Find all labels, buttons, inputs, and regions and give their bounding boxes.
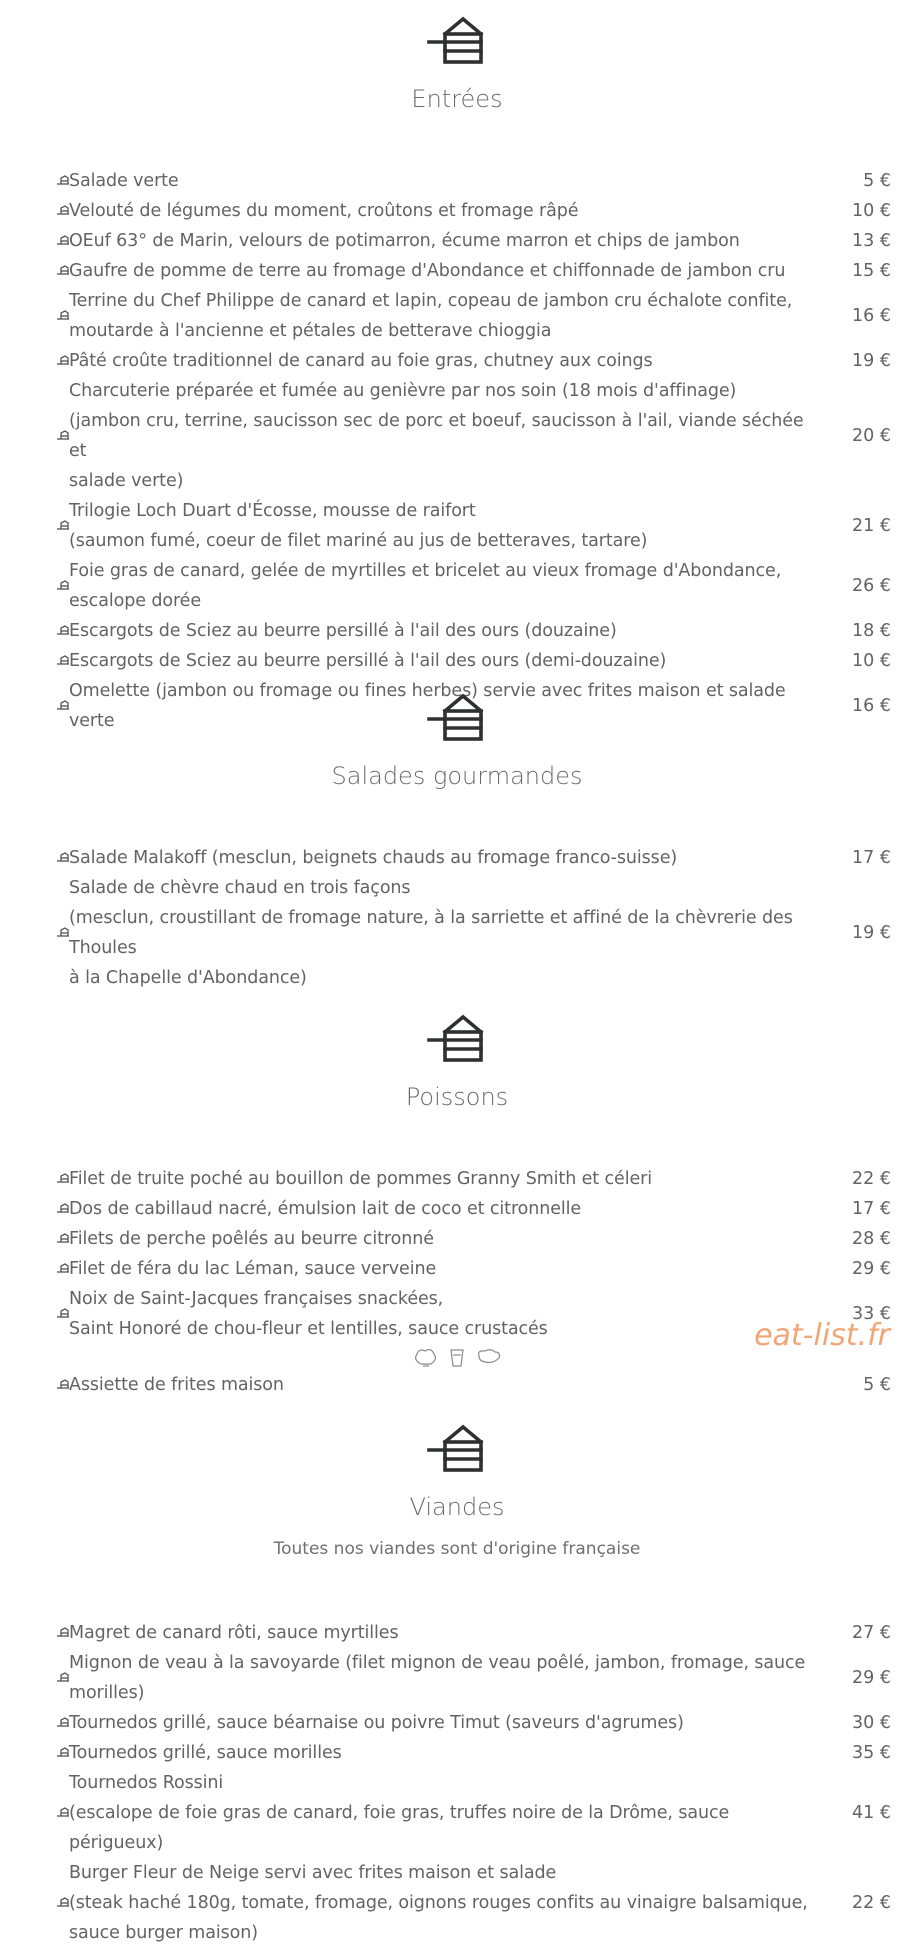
dish-line: (escalope de foie gras de canard, foie gras, truffes noire de la Drôme, sauce périgueux) [69,1803,730,1853]
dish-name [69,346,814,376]
menu-items [0,843,914,993]
dish-price: 35 € [852,1743,891,1763]
menu-section [0,691,914,988]
watermark: eat-list.fr [754,1318,890,1353]
dish-line: Magret de canard rôti, sauce myrtilles [69,1623,399,1643]
fork-bullet-icon [56,1671,70,1685]
dish-line: escalope dorée [69,591,201,611]
house-logo-icon [425,1422,489,1476]
dish-price: 33 € [852,1304,891,1324]
dish-price: 29 € [852,1259,891,1279]
dish-line: Burger Fleur de Neige servi avec frites maison et salade [69,1863,557,1883]
dish-line: Thoules [69,938,137,958]
fork-bullet-icon [56,354,70,368]
fork-bullet-icon [56,1896,70,1910]
fork-bullet-icon [56,1202,70,1216]
dish-name [69,376,814,496]
dish-line: moutarde à l'ancienne et pétales de betterave chioggia [69,321,552,341]
dish-name [69,256,814,286]
menu-section [0,14,914,731]
dish-name [69,1768,814,1858]
fork-bullet-icon [56,264,70,278]
dish-price: 41 € [852,1803,891,1823]
house-logo-icon [425,1012,489,1066]
menu-item [0,873,914,993]
menu-item [0,1858,914,1948]
dish-price: 17 € [852,1199,891,1219]
menu-items [0,1164,914,1400]
dish-line: (mesclun, croustillant de fromage nature, à la sarriette et affiné de la chèvrerie des [69,908,793,928]
fork-bullet-icon [56,654,70,668]
dish-line: à la Chapelle d'Abondance) [69,968,307,988]
dish-line: Dos de cabillaud nacré, émulsion lait de coco et citronnelle [69,1199,582,1219]
fork-bullet-icon [56,926,70,940]
house-logo-icon [425,691,489,745]
dish-line: Noix de Saint-Jacques françaises snackées, [69,1289,444,1309]
dish-name [69,1858,814,1948]
dish-line: Escargots de Sciez au beurre persillé à l'ail des ours (demi-douzaine) [69,651,667,671]
menu-item [0,1708,914,1738]
menu-section [0,1422,914,1943]
section-title: Entrées [411,85,503,113]
dish-line: (jambon cru, terrine, saucisson sec de porc et boeuf, saucisson à l'ail, viande séchée et [69,411,804,461]
dish-price: 18 € [852,621,891,641]
dish-line: Omelette (jambon ou fromage ou fines herbes) servie avec frites maison et salade verte [69,681,786,731]
chef-hat-icons [407,1342,507,1372]
dish-price: 26 € [852,576,891,596]
dish-line: (saumon fumé, coeur de filet mariné au jus de betteraves, tartare) [69,531,648,551]
menu-items [0,1618,914,1948]
dish-name [69,1618,814,1648]
fork-bullet-icon [56,1716,70,1730]
menu-item [0,226,914,256]
menu-item [0,1768,914,1858]
dish-name [69,646,814,676]
dish-name [69,556,814,616]
dish-name [69,616,814,646]
dish-line: salade verte) [69,471,184,491]
dish-line: Saint Honoré de chou-fleur et lentilles, sauce crustacés [69,1319,548,1339]
dish-price: 17 € [852,848,891,868]
fork-bullet-icon [56,429,70,443]
menu-item [0,1224,914,1254]
dish-line: morilles) [69,1683,145,1703]
dish-line: Tournedos grillé, sauce béarnaise ou poivre Timut (saveurs d'agrumes) [69,1713,684,1733]
section-title: Poissons [405,1083,509,1111]
dish-line: Charcuterie préparée et fumée au genièvre par nos soin (18 mois d'affinage) [69,381,737,401]
dish-name [69,1254,814,1284]
section-title: Salades gourmandes [331,762,583,790]
section-title: Viandes [409,1493,505,1521]
dish-line: Tournedos Rossini [69,1773,224,1793]
dish-line: Filet de truite poché au bouillon de pommes Granny Smith et céleri [69,1169,653,1189]
dish-line: Pâté croûte traditionnel de canard au foie gras, chutney aux coings [69,351,653,371]
menu-item [0,1618,914,1648]
menu-item [0,346,914,376]
dish-name [69,1224,814,1254]
dish-name [69,1708,814,1738]
dish-line: (steak haché 180g, tomate, fromage, oignons rouges confits au vinaigre balsamique, [69,1893,808,1913]
menu-item [0,556,914,616]
dish-price: 20 € [852,426,891,446]
menu-items [0,166,914,736]
dish-name [69,1284,814,1344]
menu-item [0,616,914,646]
dish-line: OEuf 63° de Marin, velours de potimarron, écume marron et chips de jambon [69,231,740,251]
fork-bullet-icon [56,309,70,323]
dish-price: 22 € [852,1893,891,1913]
menu-item [0,1370,914,1400]
fork-bullet-icon [56,1232,70,1246]
dish-price: 5 € [863,1375,891,1395]
dish-name [69,1370,814,1400]
dish-name [69,1648,814,1708]
dish-line: Filets de perche poêlés au beurre citronné [69,1229,434,1249]
dish-line: Filet de féra du lac Léman, sauce verveine [69,1259,437,1279]
fork-bullet-icon [56,519,70,533]
section-note: Toutes nos viandes sont d'origine française [273,1539,641,1559]
dish-price: 19 € [852,923,891,943]
dish-line: Mignon de veau à la savoyarde (filet mignon de veau poêlé, jambon, fromage, sauce [69,1653,806,1673]
dish-line: Escargots de Sciez au beurre persillé à l'ail des ours (douzaine) [69,621,617,641]
menu-item [0,843,914,873]
menu-item [0,166,914,196]
dish-name [69,1164,814,1194]
dish-price: 30 € [852,1713,891,1733]
dish-line: Terrine du Chef Philippe de canard et lapin, copeau de jambon cru échalote confite, [69,291,793,311]
menu-item [0,1194,914,1224]
dish-line: sauce burger maison) [69,1923,258,1943]
fork-bullet-icon [56,1262,70,1276]
dish-line: Assiette de frites maison [69,1375,284,1395]
dish-line: Salade verte [69,171,179,191]
menu-item [0,1254,914,1284]
dish-price: 21 € [852,516,891,536]
fork-bullet-icon [56,1172,70,1186]
menu-item [0,496,914,556]
dish-name [69,1194,814,1224]
menu-item [0,286,914,346]
fork-bullet-icon [56,1806,70,1820]
menu-item [0,646,914,676]
dish-name [69,843,814,873]
fork-bullet-icon [56,1307,70,1321]
dish-line: Gaufre de pomme de terre au fromage d'Abondance et chiffonnade de jambon cru [69,261,786,281]
dish-line: Salade Malakoff (mesclun, beignets chauds au fromage franco-suisse) [69,848,678,868]
fork-bullet-icon [56,1378,70,1392]
menu-item [0,1648,914,1708]
dish-line: Trilogie Loch Duart d'Écosse, mousse de raifort [69,501,476,521]
dish-name [69,166,814,196]
fork-bullet-icon [56,851,70,865]
dish-price: 16 € [852,306,891,326]
dish-price: 27 € [852,1623,891,1643]
dish-price: 22 € [852,1169,891,1189]
dish-price: 29 € [852,1668,891,1688]
dish-name [69,286,814,346]
menu-item [0,376,914,496]
fork-bullet-icon [56,1746,70,1760]
dish-price: 15 € [852,261,891,281]
dish-name [69,226,814,256]
dish-price: 5 € [863,171,891,191]
menu-item [0,256,914,286]
fork-bullet-icon [56,234,70,248]
dish-price: 28 € [852,1229,891,1249]
fork-bullet-icon [56,579,70,593]
dish-name [69,1738,814,1768]
dish-name [69,873,814,993]
dish-line: Velouté de légumes du moment, croûtons et fromage râpé [69,201,579,221]
fork-bullet-icon [56,204,70,218]
dish-price: 16 € [852,696,891,716]
fork-bullet-icon [56,174,70,188]
house-logo-icon [425,14,489,68]
dish-price: 10 € [852,651,891,671]
dish-line: Tournedos grillé, sauce morilles [69,1743,342,1763]
fork-bullet-icon [56,624,70,638]
dish-line: Salade de chèvre chaud en trois façons [69,878,411,898]
fork-bullet-icon [56,1626,70,1640]
menu-item [0,1738,914,1768]
dish-price: 13 € [852,231,891,251]
dish-price: 19 € [852,351,891,371]
dish-name [69,496,814,556]
menu-item [0,1164,914,1194]
dish-price: 10 € [852,201,891,221]
menu-item [0,196,914,226]
dish-line: Foie gras de canard, gelée de myrtilles et bricelet au vieux fromage d'Abondance, [69,561,782,581]
dish-name [69,196,814,226]
